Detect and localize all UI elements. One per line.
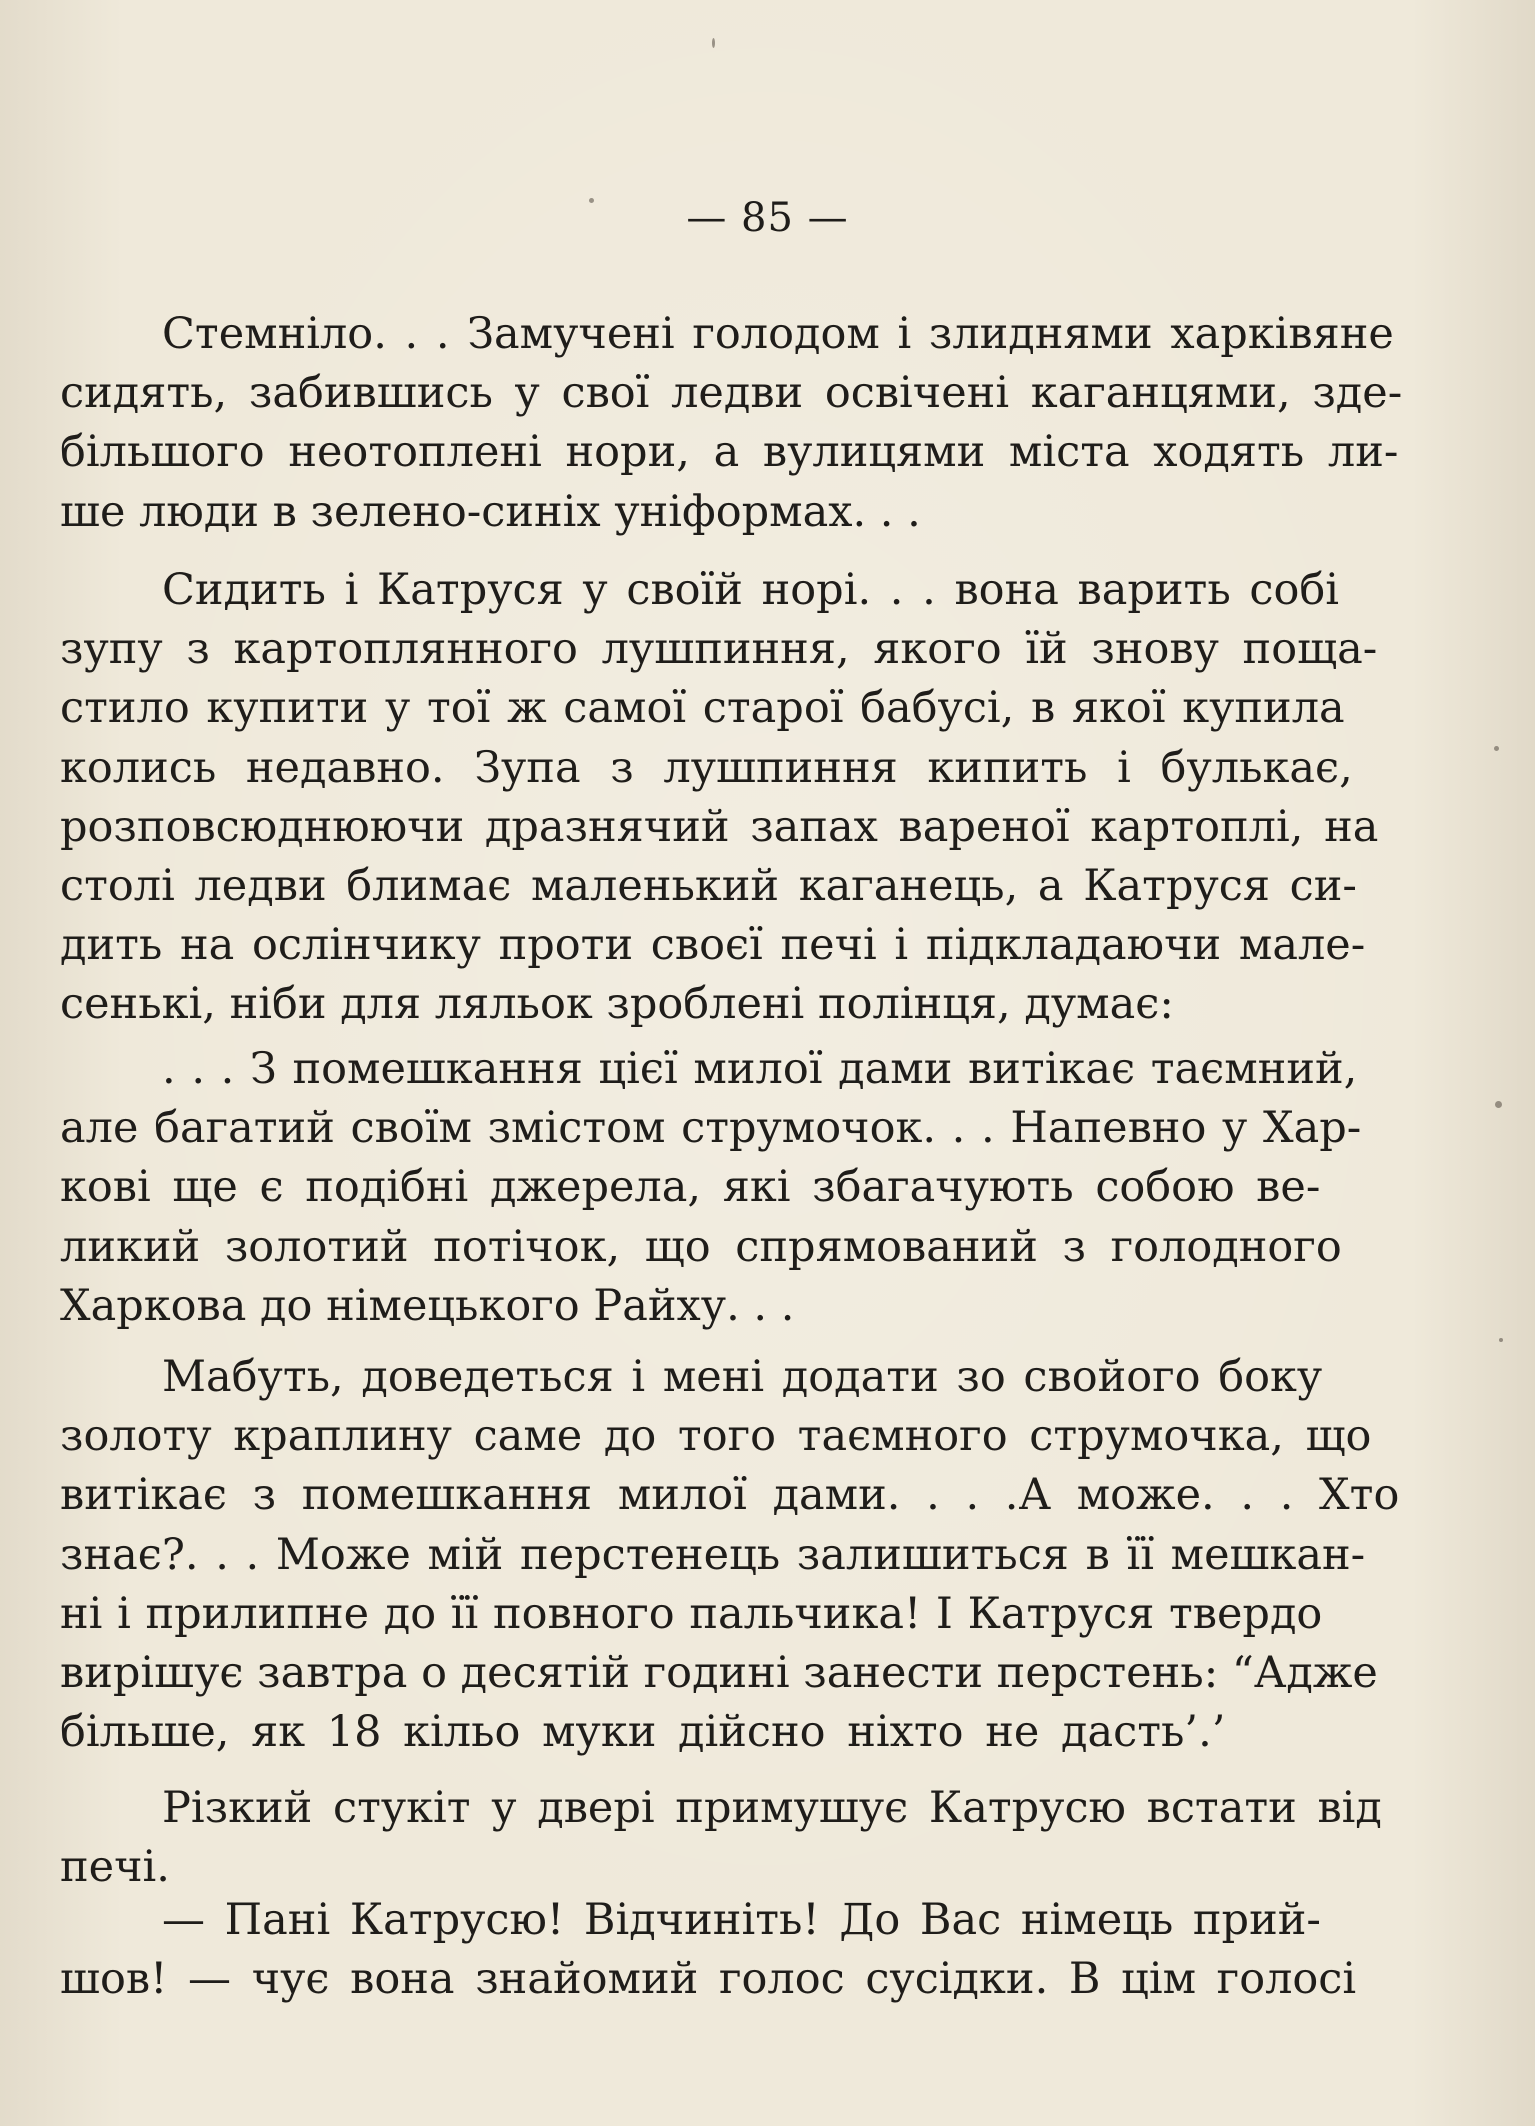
text-line: стило купити у тої ж самої старої бабусі, в якої купила [60,683,1345,734]
paragraph-2 [60,561,1425,1035]
text-line: золоту краплину саме до того таємного струмочка, що [60,1411,1372,1462]
text-line: витікає з помешкання милої дами. . . .А може. . . Хто [60,1470,1400,1521]
paragraph-4 [60,1348,1425,1762]
text-line: вирішує завтра о десятій годині занести перстень: “Адже [60,1647,1378,1698]
text-line: сидять, забившись у свої ледви освічені каганцями, зде- [60,368,1403,419]
text-line: але багатий своїм змістом струмочок. . . Напевно у Хар- [60,1103,1362,1154]
text-line: Різкий стукіт у двері примушує Катрусю встати від [162,1783,1382,1833]
text-line: . . . З помешкання цієї милої дами витікає таємний, [162,1044,1358,1094]
text-line: більшого неотоплені нори, а вулицями міста ходять ли- [60,427,1399,478]
scan-speck [589,198,594,203]
text-line: шов! — чує вона знайомий голос сусідки. В цім голосі [60,1954,1357,2005]
text-line: розповсюднюючи дразнячий запах вареної картоплі, на [60,801,1379,852]
text-line: печі. [60,1842,170,1893]
text-line: Харкова до німецького Райху. . . [60,1280,795,1331]
text-line: знає?. . . Може мій перстенець залишиться в її мешкан- [60,1529,1366,1580]
paragraph-6 [60,1891,1425,2009]
scan-speck [1499,1338,1503,1342]
scan-speck [1494,746,1499,751]
text-line: столі ледви блимає маленький каганець, а Катруся си- [60,860,1357,911]
paragraph-1 [60,305,1425,542]
paragraph-5 [60,1779,1425,1897]
paragraph-3 [60,1040,1425,1336]
text-line: Стемніло. . . Замучені голодом і злиднями харківяне [162,309,1394,359]
text-line: сенькі, ніби для ляльок зроблені полінця, думає: [60,979,1174,1030]
text-line: ликий золотий потічок, що спрямований з голодного [60,1221,1342,1272]
scan-speck [712,38,715,48]
scan-speck [1495,1101,1502,1108]
page-number: — 85 — [686,195,849,241]
text-line: ні і прилипне до її повного пальчика! І Катруся твердо [60,1588,1323,1639]
text-line: ше люди в зелено-синіх уніформах. . . [60,486,921,537]
text-line: дить на ослінчику проти своєї печі і підкладаючи мале- [60,920,1366,971]
text-line: Мабуть, доведеться і мені додати зо свойого боку [162,1352,1323,1402]
text-line: Сидить і Катруся у своїй норі. . . вона варить собі [162,565,1340,615]
text-line: більше, як 18 кільо муки дійсно ніхто не дасть’.’ [60,1707,1226,1758]
text-line: кові ще є подібні джерела, які збагачують собою ве- [60,1162,1321,1213]
text-line: — Пані Катрусю! Відчиніть! До Вас німець прий- [162,1895,1321,1945]
text-line: зупу з картоплянного лушпиння, якого їй знову поща- [60,624,1378,675]
text-line: колись недавно. Зупа з лушпиння кипить і булькає, [60,742,1353,793]
